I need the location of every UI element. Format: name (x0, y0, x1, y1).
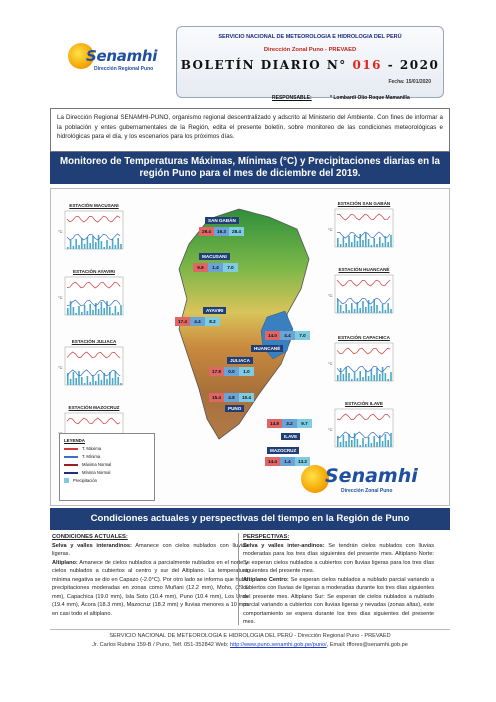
precip-bar (368, 437, 370, 447)
precip-bar (368, 376, 370, 381)
precip-bar (362, 240, 364, 247)
station-title: ESTACIÓN JULIACA (71, 339, 117, 344)
footer (50, 629, 450, 650)
precip-bar (359, 234, 361, 247)
precip-bar (89, 243, 91, 249)
precip-bar (106, 240, 108, 249)
station-chart-huancane (327, 267, 401, 323)
map-legend (59, 433, 155, 501)
precip-bar (103, 247, 105, 249)
precip-bar (357, 439, 359, 447)
precip-bar (106, 379, 108, 385)
precip-bar (376, 305, 378, 313)
precip-bar (387, 303, 389, 313)
precip-bar (95, 242, 97, 249)
precip-bar (67, 247, 69, 249)
precip-bar (89, 382, 91, 385)
precip-bar (87, 311, 89, 315)
tmin-value: 0.0 (224, 367, 239, 376)
mini-chart (327, 407, 401, 455)
precip-bar (343, 237, 345, 247)
values-macusani (193, 263, 238, 272)
precip-bar (340, 368, 342, 381)
precip-bar (337, 375, 339, 381)
header-panel (176, 26, 444, 98)
precip-bar (365, 307, 367, 313)
precip-bar (117, 377, 119, 385)
precip-bar (385, 310, 387, 313)
precip-bar (70, 240, 72, 249)
precip-bar (343, 311, 345, 313)
tmin-value: 4.4 (280, 331, 295, 340)
precip-bar (109, 246, 111, 249)
values-huancane (265, 331, 310, 340)
precip-bar (354, 309, 356, 313)
precip-bar (382, 441, 384, 447)
precip-bar (359, 445, 361, 447)
conditions-p1: Selva y valles interandinos: Amanece con cielos nublados con lluvias ligeras. (52, 542, 248, 557)
precip-bar (382, 304, 384, 313)
precip-bar (365, 444, 367, 447)
precip-bar (92, 310, 94, 315)
precip-bar (75, 239, 77, 249)
precip-bar (359, 308, 361, 313)
monitoring-banner: Monitoreo de Temperaturas Máximas, Mínimas (°C) y Precipitaciones diarias en la región Puno para el mes de diciembre del 2019. (50, 152, 450, 184)
precip-bar (351, 242, 353, 247)
precip-bar (95, 381, 97, 385)
logo-subtitle: Dirección Regional Puno (94, 66, 154, 72)
precip-bar (81, 238, 83, 249)
precip-bar (115, 306, 117, 315)
office-name: Dirección Zonal Puno - PREVAED (263, 47, 357, 53)
precip-bar (362, 438, 364, 447)
tmax-value: 17.4 (175, 317, 190, 326)
intro-paragraph: La Dirección Regional SENAMHI-PUNO, organismo regional descentralizado y adscrito al Ministerio del Ambiente. Con fines de informar a la población y entes gubernamentales de la Región, edita el presente boletín, sobre monitoreo de las condiciones meteorológicas e hidrológicas para el día, y los escenarios para los próximos días. (50, 108, 450, 152)
bulletin-title (177, 58, 443, 72)
precip-bar (385, 434, 387, 447)
precip-bar (340, 442, 342, 447)
precip-bar (348, 373, 350, 381)
chart-frame (65, 211, 123, 249)
responsable-name: * Lombardi Olio Roque Mamanilla (330, 95, 410, 101)
current-conditions (52, 533, 248, 625)
precip-bar (98, 235, 100, 249)
precip-bar (67, 308, 69, 315)
precip-bar (387, 242, 389, 247)
map-tag-ilave: ILAVE (281, 433, 300, 440)
tmin-value: 16.3 (214, 227, 229, 236)
website-link[interactable]: http://www.puno.senamhi.gob.pe/puno/ (230, 642, 327, 648)
legend-item: Máxima Normal (64, 462, 150, 467)
precip-bar (75, 378, 77, 385)
footer-line1: SERVICIO NACIONAL DE METEOROLOGIA E HIDROLOGIA DEL PERÚ - Dirección Regional Puno - PREVAED (109, 633, 391, 639)
precip-bar (78, 245, 80, 249)
precip-bar (117, 238, 119, 249)
precip-bar (70, 379, 72, 385)
precip-value: 7.0 (295, 331, 310, 340)
map-tag-huancane: HUANCANÉ (251, 345, 283, 352)
station-title: ESTACIÓN AYAVIRI (73, 269, 115, 274)
perspectives-p1: Selva y valles inter-andinos: Se tendrán cielos nublados con lluvias moderadas para los tres días siguientes del presente mes. Altiplano Norte: Se esperan cielos nublados a cubiertos con lluvias ligeras para los tres días siguientes del presente mes. (243, 542, 434, 574)
tmax-value: 14.4 (265, 457, 280, 466)
precip-bar (379, 311, 381, 313)
precip-bar (337, 299, 339, 313)
precip-bar (371, 443, 373, 447)
precip-bar (78, 371, 80, 385)
precip-bar (371, 306, 373, 313)
precip-bar (387, 440, 389, 447)
axis-unit: °C (58, 295, 63, 300)
legend-title: LEYENDA (64, 438, 85, 443)
axis-unit: °C (328, 227, 333, 232)
precip-bar (112, 239, 114, 249)
conditions-heading: CONDICIONES ACTUALES: (52, 534, 128, 540)
map-tag-mazocruz: MAZOCRUZ (267, 447, 299, 454)
precip-bar (87, 376, 89, 385)
axis-unit: °C (328, 427, 333, 432)
precip-bar (348, 310, 350, 313)
precip-bar (354, 433, 356, 447)
station-chart-macusani (57, 203, 131, 259)
precip-bar (340, 305, 342, 313)
precip-bar (84, 383, 86, 385)
precip-bar (345, 441, 347, 447)
precip-bar (92, 236, 94, 249)
title-year: - 2020 (387, 58, 440, 72)
precip-bar (87, 237, 89, 249)
precip-bar (368, 300, 370, 313)
precip-bar (75, 313, 77, 315)
station-chart-ayaviri (57, 269, 131, 325)
legend-item: T. Máxima (64, 446, 150, 451)
perspectives-p2: Altiplano Centro: Se esperan cielos nublados a nublado parcial variando a cubiertos con lluvias de ligeras a moderadas durante los tres días siguientes del presente mes. Altiplano Sur: Se esperan de cielos nublados a nublado parcial variando a cubiertos con lluvias ligeras y nevadas (zonas altas), este comportamiento se espera durante los tres días siguientes del presente mes. (243, 576, 434, 625)
precip-bar (112, 313, 114, 315)
precip-value: 1.0 (239, 367, 254, 376)
precip-bar (78, 306, 80, 315)
precip-bar (351, 303, 353, 313)
perspectives-heading: PERSPECTIVAS: (243, 534, 290, 540)
precip-bar (101, 241, 103, 249)
precip-bar (373, 238, 375, 247)
precip-bar (101, 380, 103, 385)
bulletin-header (50, 19, 444, 102)
logo-text: Senamhi (325, 465, 418, 487)
conditions-banner: Condiciones actuales y perspectivas del tiempo en la Región de Puno (50, 508, 450, 530)
precip-bar (351, 440, 353, 447)
precip-bar (343, 435, 345, 447)
station-title: ESTACIÓN CAPACHICA (338, 335, 390, 340)
precip-bar (340, 244, 342, 247)
mini-chart (327, 341, 401, 389)
precip-value: 10.4 (239, 393, 254, 402)
precip-bar (345, 367, 347, 381)
mini-chart (327, 273, 401, 321)
precip-bar (354, 372, 356, 381)
precip-bar (348, 236, 350, 247)
precip-bar (345, 243, 347, 247)
precip-bar (120, 305, 122, 315)
station-chart-san-gaban (327, 201, 401, 257)
precip-bar (84, 244, 86, 249)
precip-bar (390, 433, 392, 447)
precip-bar (376, 244, 378, 247)
institution-name: SERVICIO NACIONAL DE METEOROLOGIA E HIDROLOGIA DEL PERÚ (218, 34, 402, 40)
title-number: 016 (352, 58, 383, 72)
tmax-value: 29.4 (199, 227, 214, 236)
precip-bar (345, 304, 347, 313)
mini-chart (57, 345, 131, 393)
values-san-gaban (199, 227, 244, 236)
precip-bar (387, 379, 389, 381)
precip-bar (106, 301, 108, 315)
precip-bar (376, 442, 378, 447)
precip-bar (357, 241, 359, 247)
conditions-p2: Altiplano: Amanece de cielos nublados a parcialmente nublados en el norte y cielos nublados a cubiertos al centro y sur del Altiplano. La temperatura mínima negativa se dio en Capazo (-2.0°C). Por otro lado se informa que hubo precipitaciones moderadas en zonas como Muñani (12.2 mm), Moho, (29.6 mm), Capachica (19.0 mm), Isla Soto (10.4 mm), Puno (10.4 mm), Los Uros (19.4 mm), Ácora (18.3 mm), Mazocruz (18.2 mm) y lluvias menores a 10 mm en casi todo el altiplano. (52, 559, 248, 617)
values-ilave (267, 419, 312, 428)
tmax-value: 14.0 (265, 331, 280, 340)
tmax-value: 17.8 (209, 367, 224, 376)
values-ayaviri (175, 317, 220, 326)
tmax-value: 9.8 (193, 263, 208, 272)
responsable-label: RESPONSABLE: (272, 95, 312, 101)
legend-item: Precipitación (64, 478, 150, 483)
station-title: ESTACIÓN MACUSANI (69, 203, 119, 208)
station-title: ESTACIÓN HUANCANÉ (338, 267, 390, 272)
tmin-value: 1.4 (280, 457, 295, 466)
precip-bar (101, 302, 103, 315)
precip-bar (362, 377, 364, 381)
precip-bar (337, 238, 339, 247)
precip-bar (354, 235, 356, 247)
precip-bar (365, 370, 367, 381)
tmin-value: 4.8 (224, 393, 239, 402)
senamhi-logo (50, 29, 170, 89)
precip-bar (371, 369, 373, 381)
precip-value: 8.2 (205, 317, 220, 326)
title-prefix: BOLETÍN DIARIO N° (180, 58, 347, 72)
legend-item: T. Mínima (64, 454, 150, 459)
precip-bar (359, 371, 361, 381)
precip-bar (373, 375, 375, 381)
precip-value: 9.7 (297, 419, 312, 428)
map-tag-puno: PUNO (225, 405, 244, 412)
logo-subtitle: Dirección Zonal Puno (341, 488, 393, 494)
map-panel (50, 188, 450, 506)
tmax-value: 14.8 (267, 419, 282, 428)
precip-bar (390, 372, 392, 381)
precip-bar (73, 307, 75, 315)
tmax-value: 15.4 (209, 393, 224, 402)
precip-bar (373, 436, 375, 447)
precip-bar (120, 383, 122, 385)
mini-chart (57, 275, 131, 323)
precip-bar (371, 245, 373, 247)
map-tag-juliaca: JULIACA (227, 357, 253, 364)
axis-unit: °C (58, 365, 63, 370)
precip-bar (368, 239, 370, 247)
precip-bar (357, 378, 359, 381)
precip-bar (343, 374, 345, 381)
map-tag-ayaviri: AYAVIRI (203, 307, 226, 314)
mini-chart (327, 207, 401, 255)
precip-bar (115, 371, 117, 385)
precip-bar (382, 243, 384, 247)
precip-value: 7.0 (223, 263, 238, 272)
legend-item: Mínima Normal (64, 470, 150, 475)
station-title: ESTACIÓN SAN GABÁN (337, 201, 391, 206)
bulletin-date: Fecha: 15/01/2020 (388, 79, 431, 85)
precip-bar (98, 309, 100, 315)
senamhi-logo-mid (301, 459, 431, 497)
tmin-value: 4.4 (190, 317, 205, 326)
precip-bar (385, 373, 387, 381)
precip-bar (109, 307, 111, 315)
map-tag-san-gaban: SAN GABÁN (205, 217, 239, 224)
precip-bar (89, 304, 91, 315)
precip-bar (73, 372, 75, 385)
precip-bar (376, 368, 378, 381)
precip-bar (81, 377, 83, 385)
station-title: ESTACIÓN MAZOCRUZ (68, 405, 120, 410)
precip-bar (362, 301, 364, 313)
precip-bar (351, 379, 353, 381)
values-juliaca (209, 367, 254, 376)
axis-unit: °C (328, 293, 333, 298)
precip-bar (365, 233, 367, 247)
precip-bar (92, 375, 94, 385)
precip-bar (117, 312, 119, 315)
map-tag-macusani: MACUSANI (199, 253, 230, 260)
precip-bar (98, 374, 100, 385)
perspectives (238, 533, 434, 625)
precip-bar (81, 312, 83, 315)
precip-bar (115, 245, 117, 249)
station-chart-juliaca (57, 339, 131, 395)
precip-bar (112, 378, 114, 385)
axis-unit: °C (58, 229, 63, 234)
logo-text: Senamhi (86, 47, 158, 65)
station-title: ESTACIÓN ILAVE (345, 401, 383, 406)
precip-bar (103, 308, 105, 315)
precip-value: 13.2 (295, 457, 310, 466)
precip-bar (379, 374, 381, 381)
precip-bar (120, 244, 122, 249)
axis-unit: °C (328, 361, 333, 366)
precip-value: 28.4 (229, 227, 244, 236)
footer-line2: Jr. Carlos Rubina 159-B / Puno, Telf. 051-352842 Web: http://www.puno.senamhi.gob.pe/puno/, Email: tffores@senamhi.gob.pe (92, 642, 408, 648)
station-chart-ilave (327, 401, 401, 457)
precip-bar (390, 309, 392, 313)
tmin-value: 3.2 (282, 419, 297, 428)
mini-chart (57, 209, 131, 257)
precip-bar (390, 235, 392, 247)
precip-bar (379, 237, 381, 247)
station-chart-capachica (327, 335, 401, 391)
precip-bar (73, 246, 75, 249)
values-puno (209, 393, 254, 402)
tmin-value: 1.4 (208, 263, 223, 272)
precip-bar (84, 305, 86, 315)
precip-bar (382, 367, 384, 381)
